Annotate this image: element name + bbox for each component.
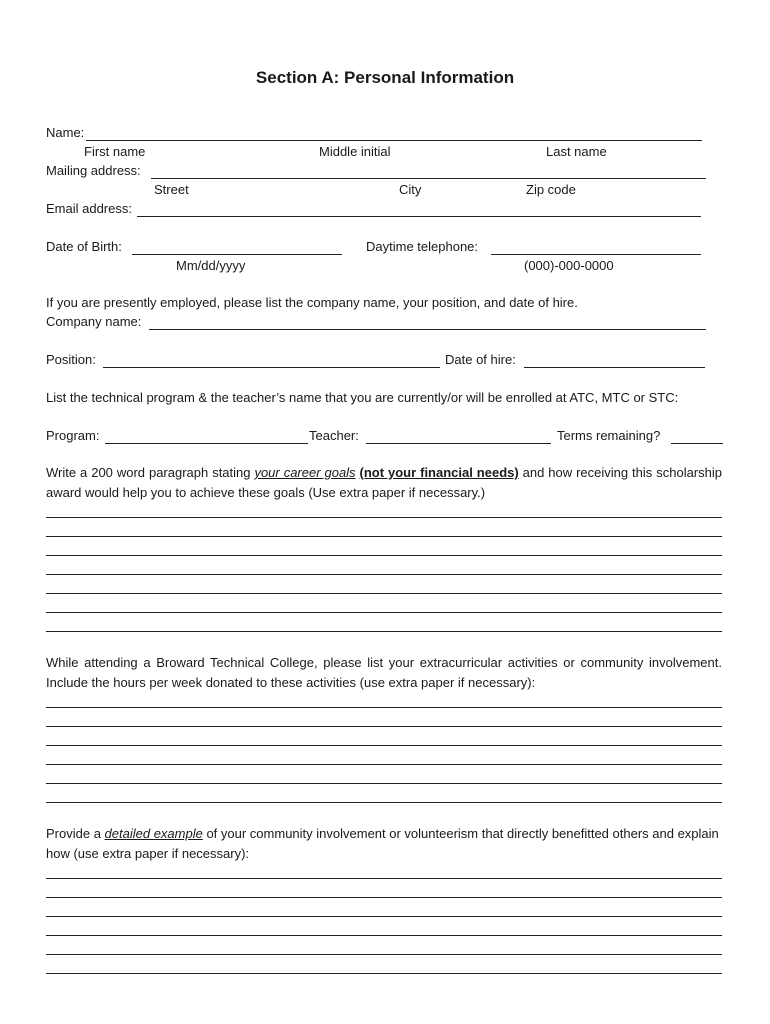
company-name-label: Company name: bbox=[46, 314, 142, 329]
company-name-input[interactable] bbox=[149, 313, 706, 330]
essay-line[interactable] bbox=[46, 593, 722, 594]
telephone-input[interactable] bbox=[491, 238, 701, 255]
terms-remaining-label: Terms remaining? bbox=[557, 428, 661, 443]
example-instructions: Provide a detailed example of your community involvement or volunteerism that directly benefitted others and explain how (use extra paper if necessary): bbox=[46, 826, 719, 861]
essay-instructions: Write a 200 word paragraph stating your career goals (not your financial needs) and how receiving this scholarship award would help you to achieve these goals (Use extra paper if necessary.) bbox=[46, 465, 722, 500]
hire-date-label: Date of hire: bbox=[445, 352, 516, 367]
essay-line[interactable] bbox=[46, 574, 722, 575]
essay-line[interactable] bbox=[46, 517, 722, 518]
first-name-hint: First name bbox=[84, 144, 146, 159]
teacher-label: Teacher: bbox=[309, 428, 359, 443]
telephone-hint: (000)-000-0000 bbox=[524, 258, 614, 273]
example-line[interactable] bbox=[46, 973, 722, 974]
middle-initial-hint: Middle initial bbox=[319, 144, 391, 159]
essay-line[interactable] bbox=[46, 631, 722, 632]
mailing-address-input[interactable] bbox=[151, 162, 706, 179]
example-line[interactable] bbox=[46, 878, 722, 879]
employment-intro: If you are presently employed, please list the company name, your position, and date of hire. bbox=[46, 295, 578, 310]
extracurricular-line[interactable] bbox=[46, 745, 722, 746]
example-line[interactable] bbox=[46, 935, 722, 936]
email-label: Email address: bbox=[46, 201, 132, 216]
email-input[interactable] bbox=[137, 200, 701, 217]
page-title: Section A: Personal Information bbox=[255, 68, 515, 87]
program-label: Program: bbox=[46, 428, 100, 443]
telephone-label: Daytime telephone: bbox=[366, 239, 479, 254]
extracurricular-line[interactable] bbox=[46, 783, 722, 784]
program-input[interactable] bbox=[105, 427, 308, 444]
essay-line[interactable] bbox=[46, 536, 722, 537]
essay-line[interactable] bbox=[46, 555, 722, 556]
city-hint: City bbox=[399, 182, 422, 197]
last-name-hint: Last name bbox=[546, 144, 607, 159]
mailing-address-label: Mailing address: bbox=[46, 163, 141, 178]
example-line[interactable] bbox=[46, 897, 722, 898]
zip-code-hint: Zip code bbox=[526, 182, 576, 197]
extracurricular-line[interactable] bbox=[46, 764, 722, 765]
position-input[interactable] bbox=[103, 351, 440, 368]
example-line[interactable] bbox=[46, 954, 722, 955]
extracurricular-line[interactable] bbox=[46, 726, 722, 727]
street-hint: Street bbox=[154, 182, 189, 197]
terms-remaining-input[interactable] bbox=[671, 427, 723, 444]
extracurricular-line[interactable] bbox=[46, 802, 722, 803]
dob-input[interactable] bbox=[132, 238, 342, 255]
dob-hint: Mm/dd/yyyy bbox=[176, 258, 246, 273]
program-intro: List the technical program & the teacher’s name that you are currently/or will be enrolled at ATC, MTC or STC: bbox=[46, 390, 679, 405]
hire-date-input[interactable] bbox=[524, 351, 705, 368]
extracurricular-instructions: While attending a Broward Technical College, please list your extracurricular activities or community involvement. Include the hours per week donated to these activities (use extra paper if necessary): bbox=[46, 655, 722, 690]
teacher-input[interactable] bbox=[366, 427, 551, 444]
name-label: Name: bbox=[46, 125, 85, 140]
example-line[interactable] bbox=[46, 916, 722, 917]
dob-label: Date of Birth: bbox=[46, 239, 122, 254]
position-label: Position: bbox=[46, 352, 96, 367]
name-input[interactable] bbox=[86, 124, 702, 141]
extracurricular-line[interactable] bbox=[46, 707, 722, 708]
essay-line[interactable] bbox=[46, 612, 722, 613]
